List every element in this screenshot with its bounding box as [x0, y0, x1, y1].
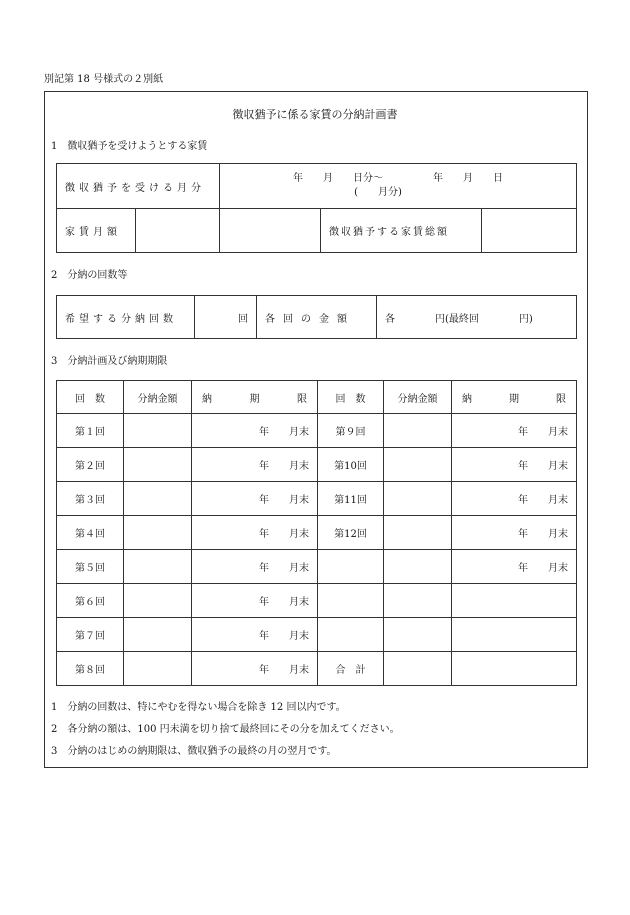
- header-amount-right: 分納金額: [384, 381, 452, 414]
- row-label-right: [318, 550, 384, 584]
- rent-label: 家賃月額: [57, 209, 136, 252]
- row-due-right[interactable]: 年 月末: [452, 482, 577, 516]
- period-cell[interactable]: [220, 164, 577, 209]
- row-amount-right[interactable]: [384, 448, 452, 482]
- row-label-right: 第10回: [318, 448, 384, 482]
- row-due-right[interactable]: 年 月末: [452, 550, 577, 584]
- count-label: 希望する分納回数: [57, 296, 195, 339]
- row-due-right[interactable]: [452, 618, 577, 652]
- row-label-left: 第２回: [57, 448, 124, 482]
- header-due-c: 限: [297, 393, 307, 405]
- row-amount-left[interactable]: [124, 516, 192, 550]
- period-line2: ( 月分): [354, 187, 402, 198]
- row-label-right: 第11回: [318, 482, 384, 516]
- row-amount-left[interactable]: [124, 448, 192, 482]
- row-label-left: 第８回: [57, 652, 124, 686]
- row-amount-left[interactable]: [124, 618, 192, 652]
- row-amount-right[interactable]: [384, 550, 452, 584]
- row-due-left[interactable]: 年 月末: [192, 448, 318, 482]
- row-amount-right[interactable]: [384, 414, 452, 448]
- table-row: [57, 618, 577, 652]
- section3-heading: 3 分納計画及び納期期限: [51, 356, 168, 367]
- row-due-left[interactable]: 年 月末: [192, 652, 318, 686]
- note-item: 3 分納のはじめの納期限は、徴収猶予の最終の月の翌月です。: [51, 746, 337, 757]
- schedule-rows: [57, 414, 577, 686]
- header-amount-left: 分納金額: [124, 381, 192, 414]
- row-label-right: 第12回: [318, 516, 384, 550]
- row-label-right: 合 計: [318, 652, 384, 686]
- header-count-right: 回 数: [318, 381, 384, 414]
- header-due-b: 期: [249, 393, 260, 405]
- row-amount-right[interactable]: [384, 482, 452, 516]
- amount-label: 各回の金額: [257, 296, 377, 339]
- header-due-c: 限: [556, 393, 566, 405]
- note-item: 1 分納の回数は、特にやむを得ない場合を除き 12 回以内です。: [51, 702, 346, 713]
- period-line1: 年 月 日分～ 年 月 日: [293, 173, 503, 184]
- row-label-left: 第５回: [57, 550, 124, 584]
- row-amount-left[interactable]: [124, 652, 192, 686]
- row-amount-left[interactable]: [124, 550, 192, 584]
- row-label-right: [318, 618, 384, 652]
- row-due-left[interactable]: 年 月末: [192, 414, 318, 448]
- row-due-left[interactable]: 年 月末: [192, 516, 318, 550]
- total-label: 徴収猶予する家賃総額: [321, 209, 482, 253]
- count-unit[interactable]: 回: [195, 296, 257, 339]
- note-item: 2 各分納の額は、100 円未満を切り捨て最終回にその分を加えてください。: [51, 724, 400, 735]
- row-label-right: [318, 584, 384, 618]
- row-label-left: 第７回: [57, 618, 124, 652]
- row-due-right[interactable]: 年 月末: [452, 414, 577, 448]
- section1-table: [56, 163, 577, 253]
- row-due-right[interactable]: 年 月末: [452, 516, 577, 550]
- table-row: [57, 414, 577, 448]
- row-label-left: 第１回: [57, 414, 124, 448]
- row-due-left[interactable]: 年 月末: [192, 584, 318, 618]
- row-amount-right[interactable]: [384, 652, 452, 686]
- notes-block: [51, 697, 400, 763]
- header-note: 別記第 18 号様式の２別紙: [44, 74, 164, 85]
- row-due-left[interactable]: 年 月末: [192, 618, 318, 652]
- row-due-right[interactable]: [452, 652, 577, 686]
- row-due-left[interactable]: 年 月末: [192, 482, 318, 516]
- total-value[interactable]: [482, 209, 577, 253]
- table-row: [57, 550, 577, 584]
- row-amount-right[interactable]: [384, 584, 452, 618]
- table-row: [57, 584, 577, 618]
- schedule-table: [56, 380, 577, 686]
- row-label-left: 第６回: [57, 584, 124, 618]
- row-amount-right[interactable]: [384, 618, 452, 652]
- table-row: [57, 516, 577, 550]
- table-row: [57, 448, 577, 482]
- header-due-left: [192, 381, 318, 414]
- section2-heading: 2 分納の回数等: [51, 270, 128, 281]
- row-amount-left[interactable]: [124, 482, 192, 516]
- table-row: [57, 652, 577, 686]
- row-amount-right[interactable]: [384, 516, 452, 550]
- header-due-a: 納: [462, 393, 472, 405]
- header-count-left: 回 数: [57, 381, 124, 414]
- amount-value[interactable]: 各 円(最終回 円): [377, 296, 577, 339]
- row-label-right: 第９回: [318, 414, 384, 448]
- section1-heading: 1 徴収猶予を受けようとする家賃: [51, 141, 208, 152]
- header-due-right: [452, 381, 577, 414]
- header-due-b: 期: [509, 393, 519, 405]
- header-due-a: 納: [202, 393, 212, 405]
- table-row: [57, 482, 577, 516]
- rent-value[interactable]: [136, 209, 219, 252]
- row-due-left[interactable]: 年 月末: [192, 550, 318, 584]
- row-label-left: 第３回: [57, 482, 124, 516]
- form-title: 徴収猶予に係る家賃の分納計画書: [232, 108, 398, 121]
- month-label: 徴収猶予を受ける月分: [57, 164, 220, 209]
- row-label-left: 第４回: [57, 516, 124, 550]
- row-due-right[interactable]: 年 月末: [452, 448, 577, 482]
- section2-table: [56, 295, 577, 339]
- row-due-right[interactable]: [452, 584, 577, 618]
- row-amount-left[interactable]: [124, 414, 192, 448]
- row-amount-left[interactable]: [124, 584, 192, 618]
- rent-value-extended[interactable]: [220, 209, 321, 253]
